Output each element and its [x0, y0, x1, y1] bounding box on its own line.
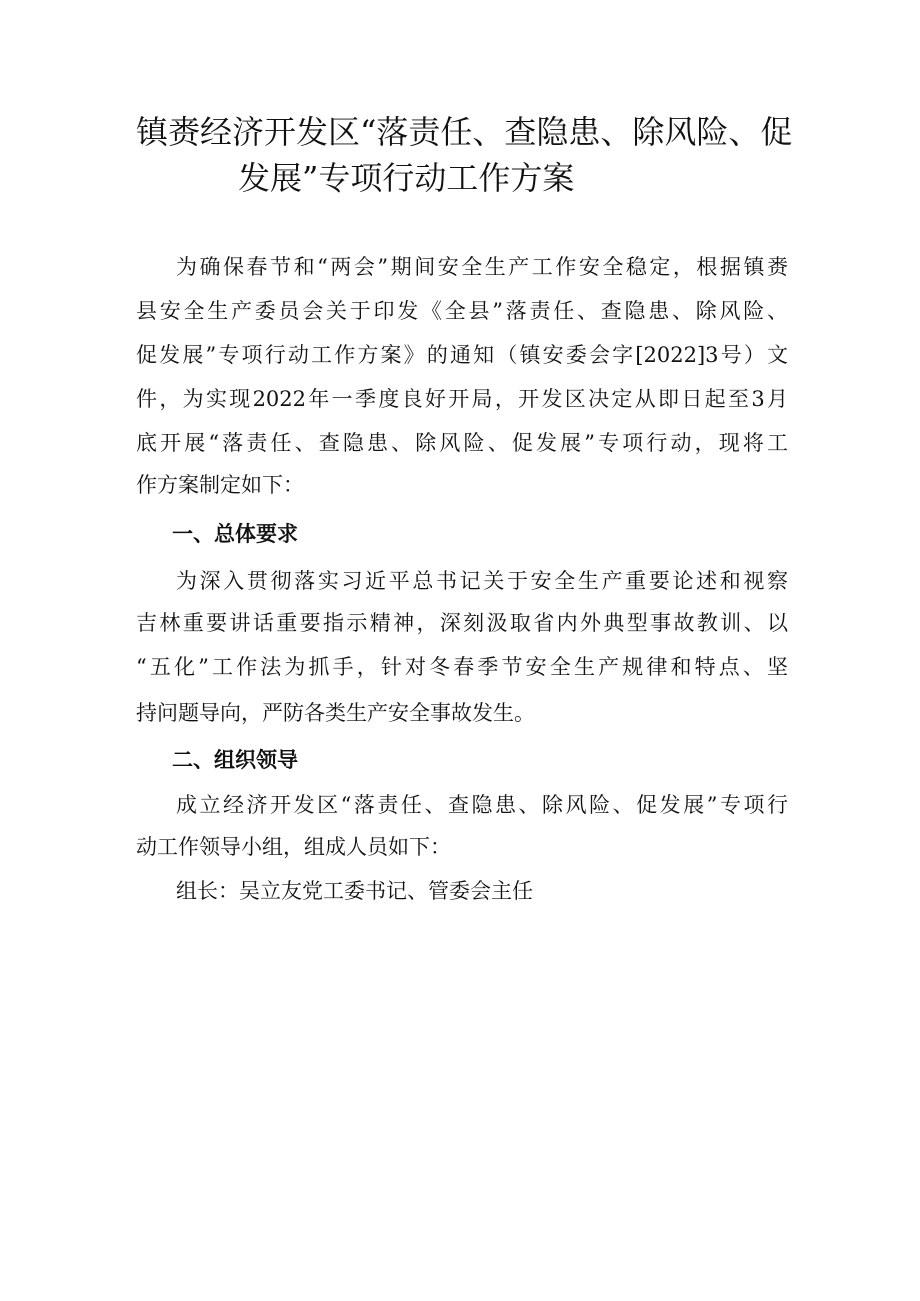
section1-line-4: 持问题导向，严防各类生产安全事故发生。 — [136, 701, 535, 725]
intro-line-3: 促发展”专项行动工作方案》的通知（镇安委会字[2022]3号）文 — [136, 343, 788, 367]
section1-line-1: 为深入贯彻落实习近平总书记关于安全生产重要论述和视察 — [176, 569, 788, 593]
section2-line-1: 成立经济开发区“落责任、查隐患、除风险、促发展”专项行 — [176, 793, 788, 817]
section1-line-2: 吉林重要讲话重要指示精神，深刻汲取省内外典型事故教训、以 — [136, 611, 788, 635]
intro-line-4: 件，为实现2022年一季度良好开局，开发区决定从即日起至3月 — [136, 387, 788, 411]
group-leader-line: 组长：吴立友党工委书记、管委会主任 — [176, 879, 533, 903]
section-heading-overall-requirements: 一、总体要求 — [172, 522, 298, 546]
intro-line-5: 底开展“落责任、查隐患、除风险、促发展”专项行动，现将工 — [136, 431, 788, 455]
document-title-line-1: 镇赉经济开发区“落责任、查隐患、除风险、促 — [136, 113, 793, 151]
section-heading-organization-leadership: 二、组织领导 — [172, 748, 298, 772]
intro-line-6: 作方案制定如下： — [136, 473, 304, 497]
intro-line-1: 为确保春节和“两会”期间安全生产工作安全稳定，根据镇赉 — [176, 255, 788, 279]
section2-line-2: 动工作领导小组，组成人员如下： — [136, 835, 451, 859]
section1-line-3: “五化”工作法为抓手，针对冬春季节安全生产规律和特点、坚 — [136, 655, 788, 679]
document-title-line-2: 发展”专项行动工作方案 — [238, 159, 575, 197]
intro-line-2: 县安全生产委员会关于印发《全县”落责任、查隐患、除风险、 — [136, 299, 788, 323]
